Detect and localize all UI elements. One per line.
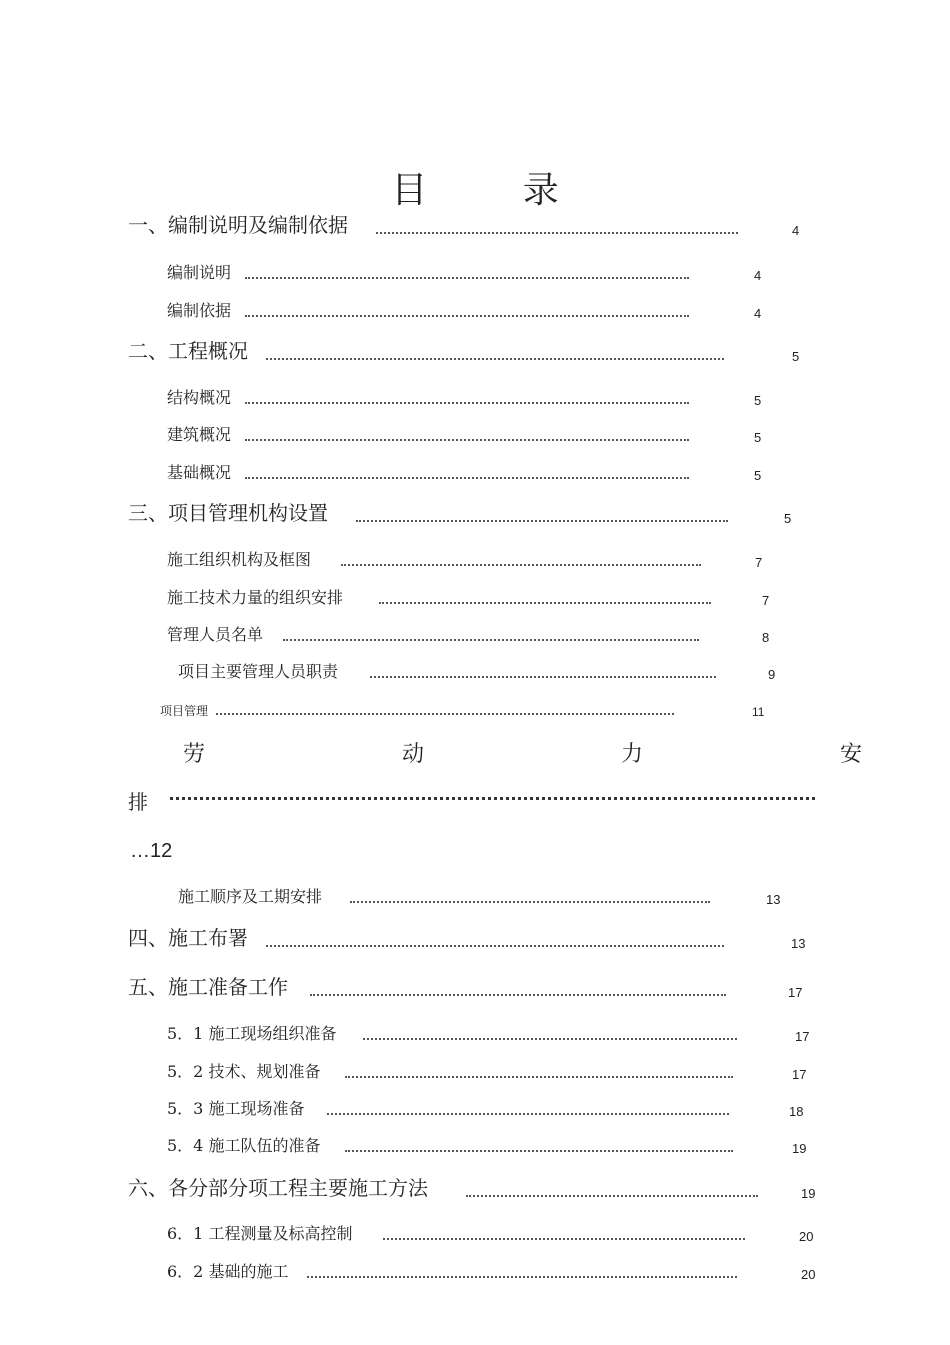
toc-entry-label: 项目管理 bbox=[160, 704, 209, 718]
toc-entry-page: 4 bbox=[754, 268, 762, 283]
toc-entry-label: 编制说明 bbox=[167, 263, 232, 282]
toc-entry[interactable] bbox=[167, 1018, 827, 1048]
toc-entry-label: 5．4 施工队伍的准备 bbox=[167, 1136, 321, 1155]
toc-entry-page: 11 bbox=[752, 705, 765, 719]
toc-entry-page: 5 bbox=[784, 511, 792, 526]
dot-leader bbox=[363, 1038, 737, 1040]
toc-entry[interactable] bbox=[178, 881, 818, 911]
dot-leader bbox=[266, 358, 724, 360]
dot-leader bbox=[245, 439, 689, 441]
dot-leader bbox=[310, 994, 726, 996]
toc-entry[interactable] bbox=[167, 457, 767, 487]
toc-entry-label: 编制依据 bbox=[167, 301, 232, 320]
toc-entry-page: 4 bbox=[754, 306, 762, 321]
toc-entry[interactable] bbox=[167, 1093, 827, 1123]
toc-entry[interactable] bbox=[128, 338, 808, 368]
toc-entry[interactable] bbox=[167, 419, 767, 449]
toc-entry-label: 项目主要管理人员职责 bbox=[178, 662, 339, 681]
toc-entry-page: 17 bbox=[795, 1029, 810, 1044]
toc-entry-page: 5 bbox=[754, 430, 762, 445]
toc-entry-label: 6．2 基础的施工 bbox=[167, 1262, 289, 1281]
dot-leader bbox=[345, 1076, 733, 1078]
dot-leader bbox=[341, 564, 701, 566]
toc-entry-label: 5．1 施工现场组织准备 bbox=[167, 1024, 337, 1043]
toc-entry[interactable] bbox=[167, 1218, 847, 1248]
dot-leader bbox=[245, 315, 689, 317]
toc-entry-page: 4 bbox=[792, 223, 800, 238]
toc-entry-label: 6．1 工程测量及标高控制 bbox=[167, 1224, 353, 1243]
labor-char: 安 bbox=[840, 742, 863, 767]
toc-entry-page: 17 bbox=[792, 1067, 807, 1082]
toc-entry-page: 17 bbox=[788, 985, 803, 1000]
dot-leader bbox=[245, 277, 689, 279]
toc-entry-page: 20 bbox=[799, 1229, 814, 1244]
toc-entry[interactable] bbox=[128, 974, 828, 1004]
toc-entry-label: 四、施工布署 bbox=[128, 926, 248, 950]
toc-entry[interactable] bbox=[167, 1056, 827, 1086]
dot-leader bbox=[283, 639, 699, 641]
dot-leader bbox=[245, 477, 689, 479]
dot-leader bbox=[216, 713, 674, 715]
toc-entry-page: 9 bbox=[768, 667, 776, 682]
toc-entry[interactable] bbox=[128, 925, 828, 955]
toc-entry-label: 一、编制说明及编制依据 bbox=[128, 213, 348, 237]
dot-leader bbox=[379, 602, 711, 604]
labor-char: 劳 bbox=[183, 742, 206, 767]
toc-entry-page: 19 bbox=[801, 1186, 816, 1201]
toc-entry-label: 管理人员名单 bbox=[167, 625, 264, 644]
toc-entry[interactable] bbox=[167, 544, 787, 574]
toc-entry-page: 18 bbox=[789, 1104, 804, 1119]
dot-leader bbox=[376, 232, 738, 234]
toc-entry-label: 施工技术力量的组织安排 bbox=[167, 588, 344, 607]
toc-entry-label: 基础概况 bbox=[167, 463, 232, 482]
toc-entry[interactable] bbox=[167, 257, 767, 287]
dot-leader bbox=[350, 901, 710, 903]
toc-entry[interactable] bbox=[128, 500, 808, 530]
toc-entry-label: 施工顺序及工期安排 bbox=[178, 887, 323, 906]
toc-entry-page: 7 bbox=[762, 593, 770, 608]
toc-entry-page: 5 bbox=[792, 349, 800, 364]
dot-leader bbox=[345, 1150, 733, 1152]
labor-page: …12 bbox=[130, 840, 173, 862]
toc-entry[interactable] bbox=[178, 656, 798, 686]
dot-leader bbox=[356, 520, 728, 522]
toc-entry[interactable] bbox=[167, 1130, 827, 1160]
toc-entry-label: 施工组织机构及框图 bbox=[167, 550, 312, 569]
toc-entry-label: 5．3 施工现场准备 bbox=[167, 1099, 305, 1118]
toc-entry[interactable] bbox=[167, 295, 767, 325]
dot-leader bbox=[307, 1276, 737, 1278]
toc-entry-label: 结构概况 bbox=[167, 388, 232, 407]
dot-leader bbox=[245, 402, 689, 404]
toc-entry-page: 5 bbox=[754, 468, 762, 483]
dot-leader bbox=[170, 797, 815, 800]
toc-entry-page: 13 bbox=[791, 936, 806, 951]
labor-char: 动 bbox=[402, 742, 425, 767]
toc-entry[interactable] bbox=[128, 1175, 848, 1205]
toc-entry[interactable] bbox=[128, 212, 808, 242]
toc-entry-page: 5 bbox=[754, 393, 762, 408]
toc-entry-page: 7 bbox=[755, 555, 763, 570]
toc-entry[interactable] bbox=[167, 619, 787, 649]
toc-entry-page: 20 bbox=[801, 1267, 816, 1282]
toc-entry-page: 13 bbox=[766, 892, 781, 907]
toc-entry[interactable] bbox=[167, 582, 787, 612]
toc-entry-label: 5．2 技术、规划准备 bbox=[167, 1062, 321, 1081]
labor-char: 力 bbox=[621, 742, 644, 767]
dot-leader bbox=[266, 945, 724, 947]
dot-leader bbox=[327, 1113, 729, 1115]
toc-entry-label: 二、工程概况 bbox=[128, 339, 248, 363]
toc-entry-label: 六、各分部分项工程主要施工方法 bbox=[128, 1176, 428, 1200]
dot-leader bbox=[370, 676, 716, 678]
toc-entry[interactable] bbox=[167, 1256, 847, 1286]
toc-entry-label: 五、施工准备工作 bbox=[128, 975, 288, 999]
toc-entry[interactable] bbox=[167, 382, 767, 412]
labor-char: 排 bbox=[128, 790, 148, 814]
toc-entry-page: 19 bbox=[792, 1141, 807, 1156]
dot-leader bbox=[383, 1238, 745, 1240]
page-title: 目 录 bbox=[391, 170, 601, 212]
toc-entry[interactable] bbox=[160, 693, 800, 723]
dot-leader bbox=[466, 1195, 758, 1197]
toc-entry-label: 建筑概况 bbox=[167, 425, 232, 444]
toc-entry-label: 三、项目管理机构设置 bbox=[128, 501, 328, 525]
toc-entry-page: 8 bbox=[762, 630, 770, 645]
